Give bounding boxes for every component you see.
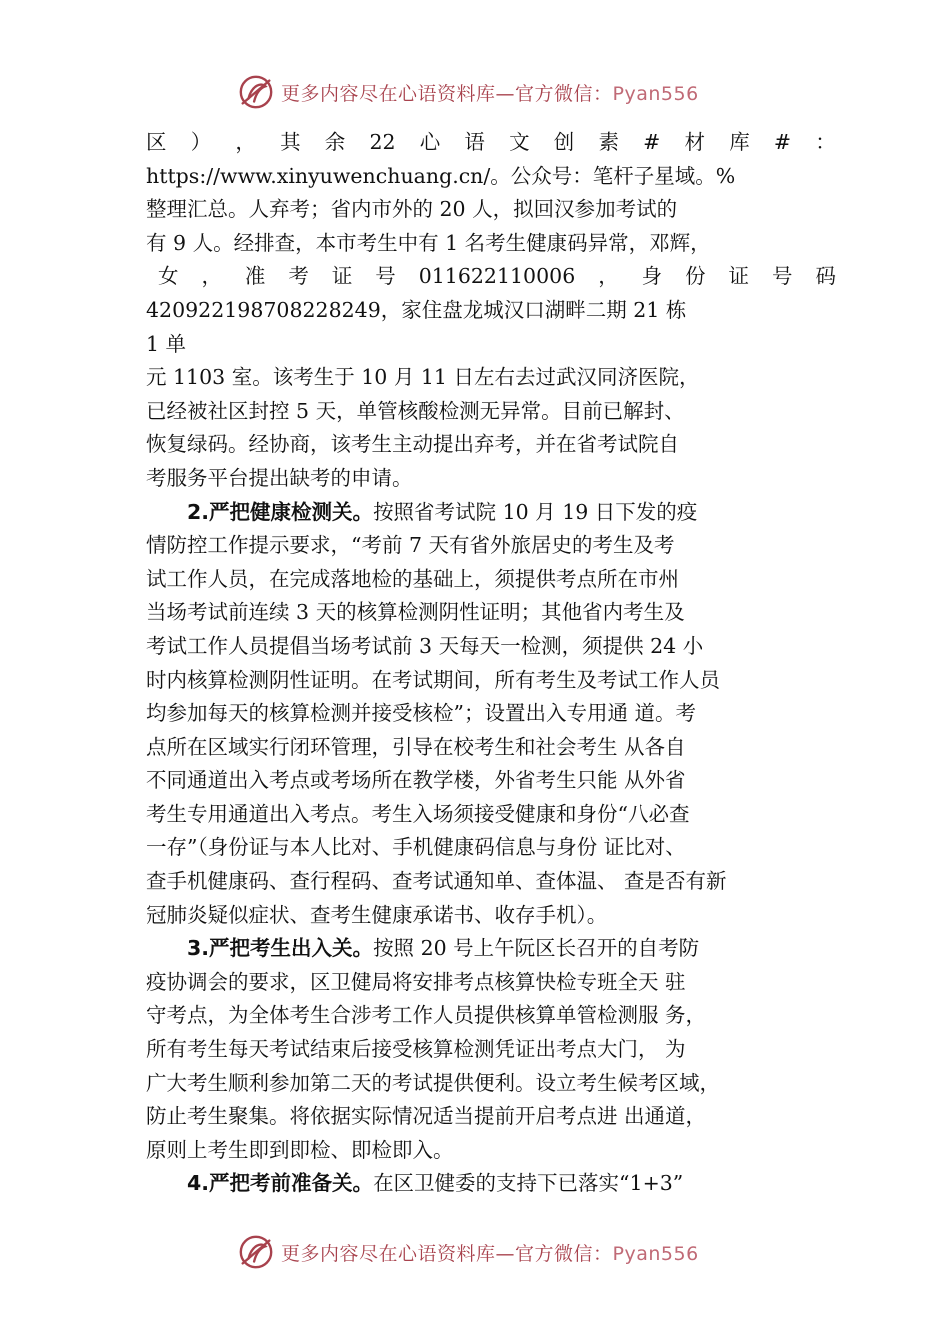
text-line: 一存”（身份证与本人比对、手机健康码信息与身份 证比对、 xyxy=(146,835,686,860)
banner-wechat-id: Pyan556 xyxy=(612,82,699,105)
text-line: 时内核算检测阴性证明。在考试期间，所有考生及考试工作人员 xyxy=(146,667,720,692)
text-line: 元 1103 室。该考生于 10 月 11 日左右去过武汉同济医院， xyxy=(146,365,700,390)
text-line: 冠肺炎疑似症状、查考生健康承诺书、收存手机）。 xyxy=(146,902,608,927)
text-line: 疫协调会的要求，区卫健局将安排考点核算快检专班全天 驻 xyxy=(146,969,686,994)
footer-banner xyxy=(237,1232,737,1272)
brand-logo-icon xyxy=(237,1233,275,1271)
text-line: 有 9 人。经排查，本市考生中有 1 名考生健康码异常，邓辉， xyxy=(146,230,711,255)
text-line: 整理汇总。人弃考；省内市外的 20 人，拟回汉参加考试的 xyxy=(146,197,678,222)
banner-text-cn: 更多内容尽在心语资料库—官方微信： xyxy=(281,82,613,105)
section-3-first-line: 3.严把考生出入关。按照 20 号上午阮区长召开的自考防 xyxy=(187,936,700,961)
text-line: 查手机健康码、查行程码、查考试通知单、查体温、 查是否有新 xyxy=(146,869,727,894)
text-line: 女 ， 准 考 证 号 011622110006 ， 身 份 证 号 码 xyxy=(158,264,836,289)
text-line: 考服务平台提出缺考的申请。 xyxy=(146,465,413,490)
text-line: 1 单 xyxy=(146,331,187,356)
text-line: 原则上考生即到即检、即检即入。 xyxy=(146,1137,454,1162)
banner-text xyxy=(281,79,699,106)
document-body xyxy=(146,126,836,1201)
banner-text-cn: 更多内容尽在心语资料库—官方微信： xyxy=(281,1242,613,1265)
text-line: 均参加每天的核算检测并接受核检”；设置出入专用通 道。考 xyxy=(146,701,696,726)
section-3-heading: 3.严把考生出入关。 xyxy=(187,936,374,961)
text-line: 区 ） ， 其 余 22 心 语 文 创 素 # 材 库 # ： xyxy=(146,130,836,154)
text-line: 广大考生顺利参加第二天的考试提供便利。设立考生候考区域， xyxy=(146,1070,720,1095)
header-banner xyxy=(237,72,737,112)
text-line: 试工作人员，在完成落地检的基础上，须提供考点所在市州 xyxy=(146,566,679,591)
brand-logo-icon xyxy=(237,73,275,111)
text-line: 情防控工作提示要求，“考前 7 天有省外旅居史的考生及考 xyxy=(146,533,675,558)
text-line: 防止考生聚集。将依据实际情况适当提前开启考点进 出通道， xyxy=(146,1104,707,1129)
text-line: https://www.xinyuwenchuang.cn/。公众号：笔杆子星域。% xyxy=(146,163,736,188)
banner-wechat-id: Pyan556 xyxy=(612,1242,699,1265)
section-4-first-line: 4.严把考前准备关。在区卫健委的支持下已落实“1+3” xyxy=(187,1171,684,1196)
text-line: 420922198708228249，家住盘龙城汉口湖畔二期 21 栋 xyxy=(146,297,687,322)
text-line: 所有考生每天考试结束后接受核算检测凭证出考点大门， 为 xyxy=(146,1037,686,1062)
section-4-heading: 4.严把考前准备关。 xyxy=(187,1171,374,1196)
section-2-first-line: 2.严把健康检测关。按照省考试院 10 月 19 日下发的疫 xyxy=(187,499,698,524)
text-line: 考试工作人员提倡当场考试前 3 天每天一检测，须提供 24 小 xyxy=(146,633,704,658)
text-line: 不同通道出入考点或考场所在教学楼，外省考生只能 从外省 xyxy=(146,768,686,793)
text-line: 点所在区域实行闭环管理，引导在校考生和社会考生 从各自 xyxy=(146,734,686,759)
text-line: 已经被社区封控 5 天，单管核酸检测无异常。目前已解封、 xyxy=(146,398,685,423)
text-line: 守考点，为全体考生合涉考工作人员提供核算单管检测服 务， xyxy=(146,1003,707,1028)
banner-text xyxy=(281,1239,699,1266)
text-line: 当场考试前连续 3 天的核算检测阴性证明；其他省内考生及 xyxy=(146,600,685,625)
text-line: 恢复绿码。经协商，该考生主动提出弃考，并在省考试院自 xyxy=(146,432,679,457)
section-2-heading: 2.严把健康检测关。 xyxy=(187,499,374,524)
text-line: 考生专用通道出入考点。考生入场须接受健康和身份“八必查 xyxy=(146,801,690,826)
